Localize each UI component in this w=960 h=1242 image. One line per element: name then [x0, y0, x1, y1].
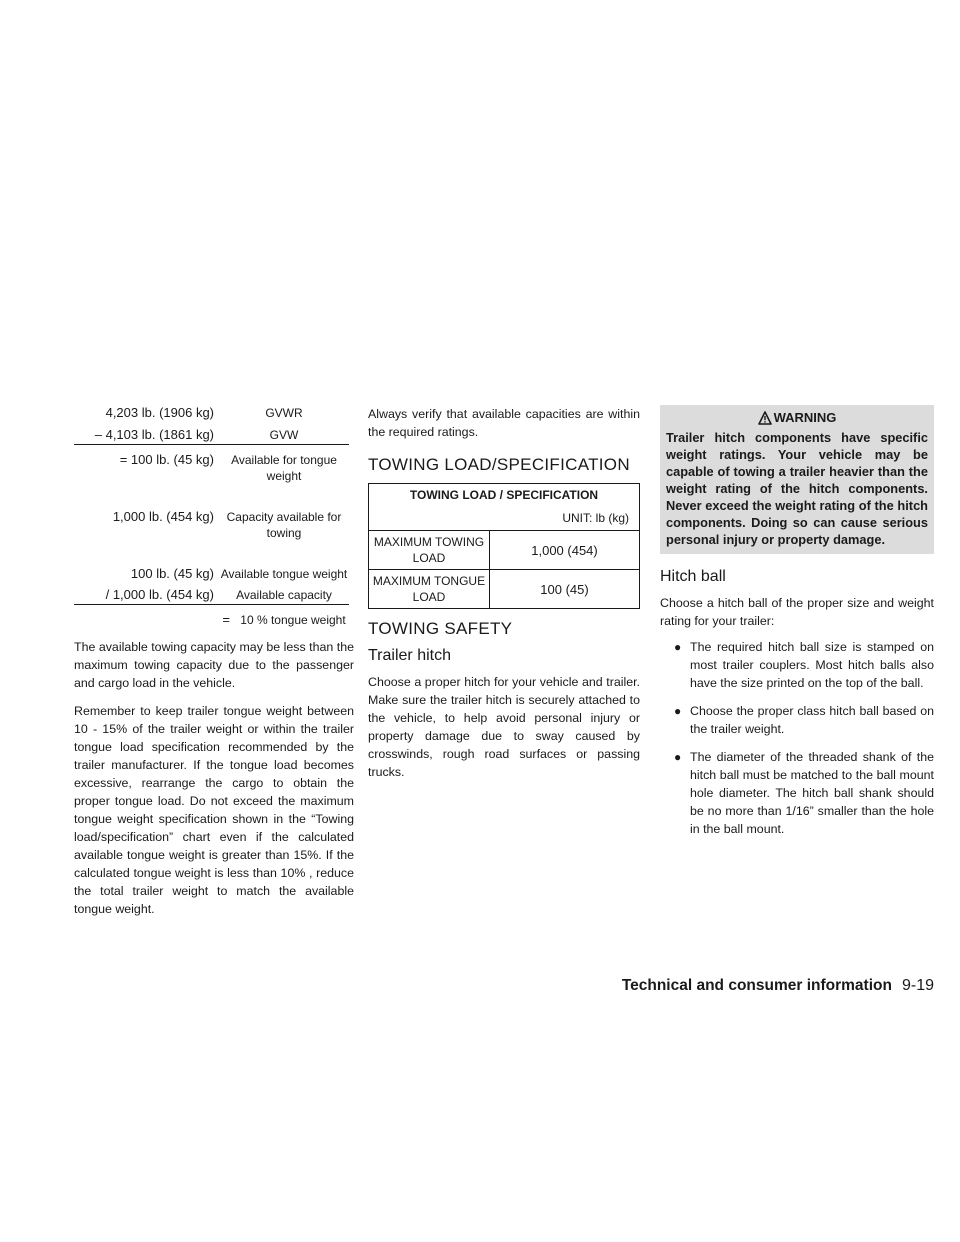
paragraph: The available towing capacity may be less than the maximum towing capacity due to the passenger and cargo load in the vehicle. [74, 640, 354, 690]
table-cell-value: 100 (45) [490, 570, 640, 609]
calc-label: 10 % tongue weight [240, 613, 346, 627]
calc-row [74, 427, 354, 449]
calc-divider [74, 444, 349, 445]
subheading: Hitch ball [660, 568, 726, 585]
calc-amount: = [222, 612, 230, 627]
calc-label: GVW [269, 428, 299, 442]
page-number: 9-19 [901, 977, 934, 994]
paragraph: Remember to keep trailer tongue weight between 10 - 15% of the trailer weight or within the trailer tongue load specification recommended by the trailer manufacturer. If the tongue load becomes excessive, rearrange the cargo to obtain the proper tongue load. Do not exceed the maximum tongue weight specification shown in the “Towing load/specification” chart even if the calculated available tongue weight is greater than 15%. If the calculated tongue weight is less than 10% , reduce the total trailer weight to match the available tongue weight. [74, 704, 354, 916]
calc-table [74, 405, 354, 610]
table-cell-value: 1,000 (454) [490, 531, 640, 570]
subheading: Trailer hitch [368, 647, 451, 664]
section-heading: TOWING SAFETY [368, 619, 513, 638]
calc-label: Capacity available for towing [226, 510, 342, 540]
calc-label: Available capacity [236, 588, 332, 602]
calc-amount: / 1,000 lb. (454 kg) [105, 587, 214, 602]
calc-row [74, 509, 354, 549]
table-cell-label: MAXIMUM TOWING LOAD [369, 531, 490, 570]
warning-text: Trailer hitch components have specific weight ratings. Your vehicle may be capable of towing a trailer heavier than the weight rating of the hitch components. Never exceed the weight rating of the hitch components. Doing so can cause serious personal injury or property damage. [666, 430, 928, 547]
calc-amount: 100 lb. (45 kg) [130, 566, 214, 581]
table-row [369, 531, 640, 570]
bullet-list [660, 638, 934, 838]
list-item [660, 748, 934, 838]
table-unit: UNIT: lb (kg) [369, 506, 640, 531]
list-item [660, 702, 934, 738]
calc-label: Available tongue weight [220, 567, 348, 581]
list-item [660, 638, 934, 692]
calc-amount: = 100 lb. (45 kg) [119, 452, 214, 467]
right-column [660, 405, 934, 848]
table-title: TOWING LOAD / SPECIFICATION [369, 484, 640, 507]
warning-header [666, 405, 928, 429]
calc-label: Available for tongue weight [231, 453, 337, 483]
warning-triangle-icon [758, 410, 774, 425]
calc-row [74, 566, 354, 588]
bullet-icon: ● [674, 640, 682, 654]
calc-label: GVWR [265, 406, 303, 420]
paragraph: Choose a proper hitch for your vehicle and trailer. Make sure the trailer hitch is securely attached to the vehicle, to help avoid personal injury or property damage due to sway caused by crosswinds, rough road surfaces or passing trucks. [368, 675, 640, 779]
page-footer [622, 977, 934, 995]
paragraph: Choose a hitch ball of the proper size and weight rating for your trailer: [660, 596, 934, 628]
calc-row [74, 405, 354, 427]
list-item-text: Choose the proper class hitch ball based on the trailer weight. [690, 704, 934, 736]
bullet-icon: ● [674, 750, 682, 764]
paragraph: Always verify that available capacities are within the required ratings. [368, 407, 640, 439]
list-item-text: The required hitch ball size is stamped on most trailer couplers. Most hitch balls also have the size printed on the top of the ball. [690, 640, 934, 690]
calc-amount: 4,203 lb. (1906 kg) [105, 405, 214, 420]
left-column [74, 405, 354, 928]
footer-section-title: Technical and consumer information [621, 977, 892, 994]
calc-amount: 1,000 lb. (454 kg) [112, 509, 214, 524]
bullet-icon: ● [674, 704, 682, 718]
calc-divider [74, 604, 349, 605]
list-item-text: The diameter of the threaded shank of the hitch ball must be matched to the ball mount hole diameter. The hitch ball shank should be no more than 1/16” smaller than the hole in the ball mount. [690, 750, 934, 836]
calc-row [74, 587, 354, 609]
warning-box [660, 405, 934, 554]
middle-column [368, 405, 640, 791]
section-heading: TOWING LOAD/SPECIFICATION [368, 455, 630, 474]
calc-row [74, 452, 354, 492]
warning-title: WARNING [773, 410, 837, 425]
towing-spec-table [368, 483, 640, 609]
calc-amount: – 4,103 lb. (1861 kg) [94, 427, 214, 442]
table-cell-label: MAXIMUM TONGUE LOAD [369, 570, 490, 609]
table-row [369, 570, 640, 609]
calc-result-row [74, 612, 354, 638]
